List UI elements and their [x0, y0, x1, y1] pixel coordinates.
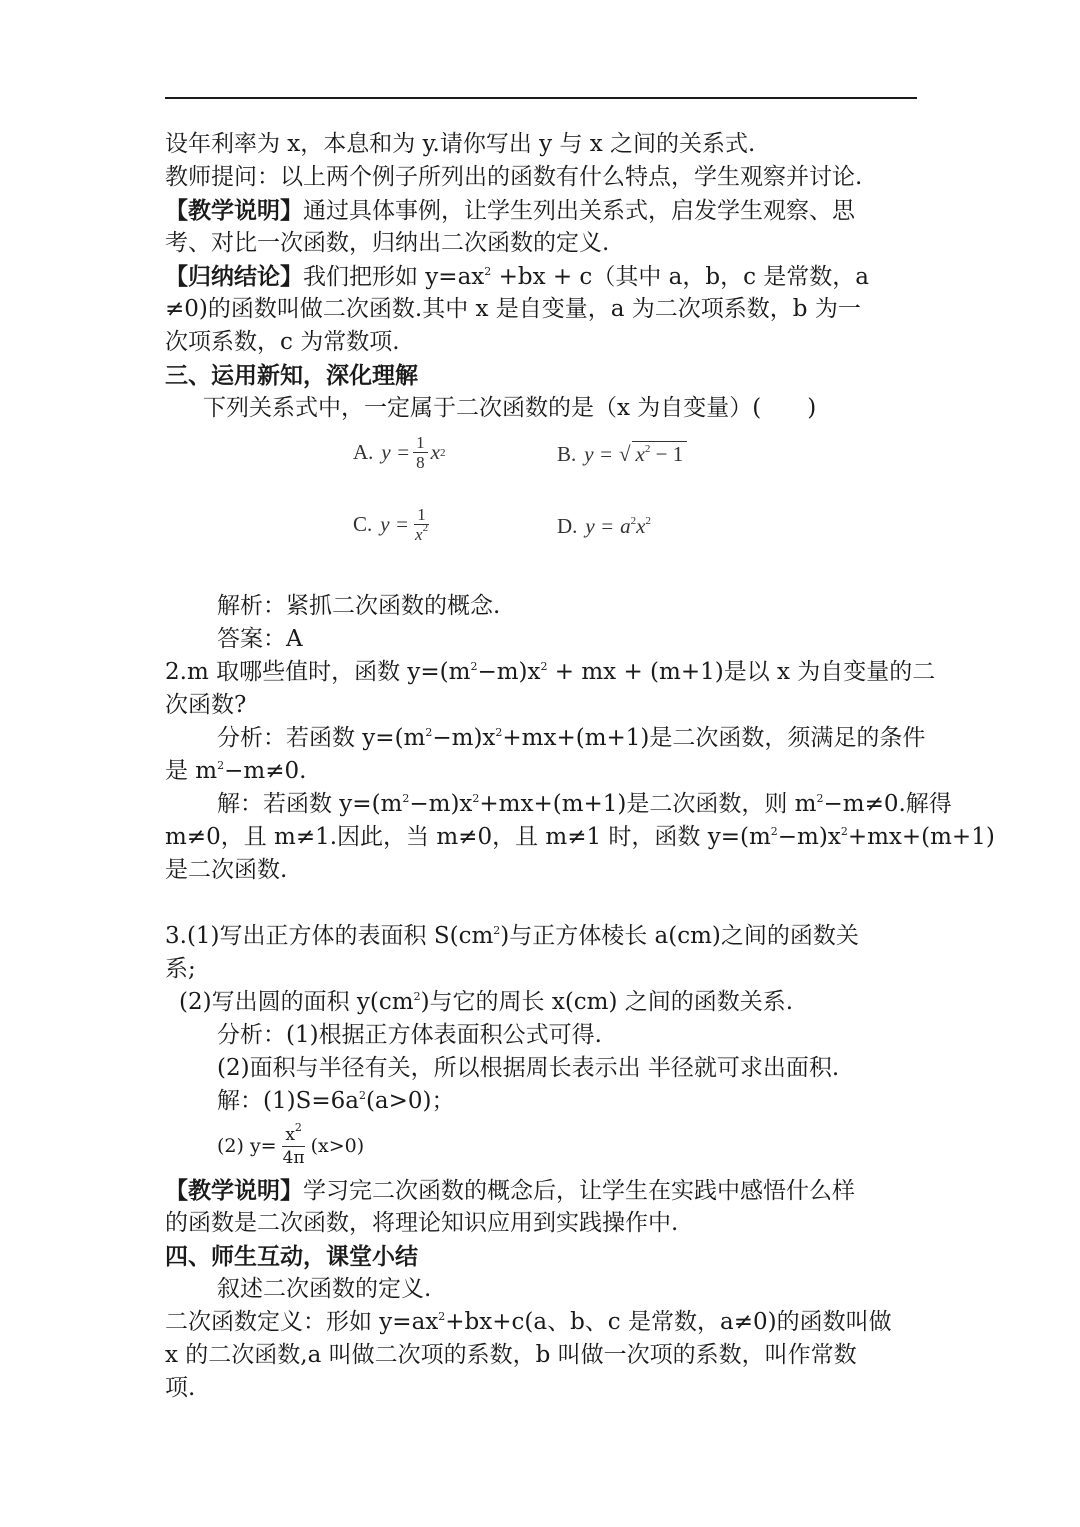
- text-line: 项.: [165, 1375, 196, 1401]
- blank-line: [165, 887, 917, 920]
- text-line: ≠0)的函数叫做二次函数.其中 x 是自变量，a 为二次项系数，b 为一: [165, 296, 861, 322]
- solution-line: 解：$(1)S=6a^2(a>0)$；: [217, 1088, 455, 1114]
- teaching-note-tag: 【教学说明】: [165, 1177, 303, 1204]
- text-line: 教师提问：以上两个例子所列出的函数有什么特点，学生观察并讨论.: [165, 164, 863, 190]
- solution-line: 解：若函数 $y=(m^2-m)x^2+mx+(m+1)$是二次函数，则 $m^2-m\ne 0$.解得: [217, 791, 952, 817]
- question-1-options: [165, 425, 917, 590]
- section-heading-4: 四、师生互动，课堂小结: [165, 1243, 418, 1270]
- fraction: $\frac{1}{x^2}$: [415, 505, 429, 544]
- solution-formula: (2) y= $\frac{x^2}{4\pi}$ (x>0): [217, 1120, 365, 1168]
- radical-sign: √: [619, 441, 631, 466]
- section-heading-3: 三、运用新知，深化理解: [165, 362, 418, 389]
- text-line: 次项系数，c 为常数项.: [165, 329, 400, 355]
- text-line: m≠0，且 m≠1.因此，当 m≠0，且 m≠1 时，函数 $y=(m^2-m)x^2+mx+(m+1)$: [165, 824, 995, 850]
- option-a: A. y = $\frac{1}{8}$ x 2: [353, 433, 446, 472]
- header-rule: [165, 97, 917, 99]
- conclusion-tag: 【归纳结论】: [165, 263, 303, 290]
- option-b: B. y = √ $x^2 - 1$: [557, 441, 687, 467]
- text-line: 是 $m^2-m\ne 0$.: [165, 758, 307, 784]
- analysis-line: 分析：若函数 $y=(m^2-m)x^2+mx+(m+1)$是二次函数，须满足的条件: [217, 725, 926, 751]
- text-line: 考、对比一次函数，归纳出二次函数的定义.: [165, 230, 610, 256]
- question-1: 下列关系式中，一定属于二次函数的是（x 为自变量）( ): [203, 395, 817, 421]
- text-line: 设年利率为 x，本息和为 y.请你写出 y 与 x 之间的关系式.: [165, 131, 756, 157]
- definition-line: 二次函数定义：形如 $y=ax^2+bx+c(a$、b、c 是常数，a≠0)的函数叫做: [165, 1309, 892, 1335]
- analysis-line: (2)面积与半径有关，所以根据周长表示出 半径就可求出面积.: [217, 1055, 840, 1081]
- question-3-part-2: (2)写出圆的面积 $y(cm^2)$与它的周长 x(cm) 之间的函数关系.: [179, 989, 794, 1015]
- text-line: 叙述二次函数的定义.: [217, 1276, 432, 1302]
- question-2: 2.m 取哪些值时，函数 $y=(m^2-m)x^2$ + mx + (m+1)是以 x 为自变量的二: [165, 659, 936, 685]
- teaching-note: 【教学说明】通过具体事例，让学生列出关系式，启发学生观察、思: [165, 197, 855, 224]
- fraction: $\frac{x^2}{4\pi}$: [282, 1120, 305, 1168]
- answer-line: 答案：A: [217, 626, 303, 652]
- text-line: 系;: [165, 956, 196, 982]
- text-line: 次函数?: [165, 692, 247, 718]
- text-line: 是二次函数.: [165, 857, 288, 883]
- teaching-note: 【教学说明】学习完二次函数的概念后，让学生在实践中感悟什么样: [165, 1177, 855, 1204]
- question-3: 3.(1)写出正方体的表面积 $S(cm^2)$与正方体棱长 a(cm)之间的函数关: [165, 923, 859, 949]
- fraction: $\frac{1}{8}$: [413, 433, 428, 472]
- document-body: [165, 128, 995, 1405]
- analysis-line: 分析：(1)根据正方体表面积公式可得.: [217, 1022, 602, 1048]
- teaching-note-tag: 【教学说明】: [165, 197, 303, 224]
- text-line: x 的二次函数,a 叫做二次项的系数，b 叫做一次项的系数，叫作常数: [165, 1342, 857, 1368]
- option-c: C. y = $\frac{1}{x^2}$: [353, 505, 434, 544]
- conclusion-line: 【归纳结论】我们把形如 $y=ax^2 +bx + c$（其中 a，b，c 是常数，a: [165, 263, 869, 290]
- option-d: D. y = $a^2x^2$: [557, 514, 651, 538]
- analysis-line: 解析：紧抓二次函数的概念.: [217, 593, 501, 619]
- text-line: 的函数是二次函数，将理论知识应用到实践操作中.: [165, 1210, 679, 1236]
